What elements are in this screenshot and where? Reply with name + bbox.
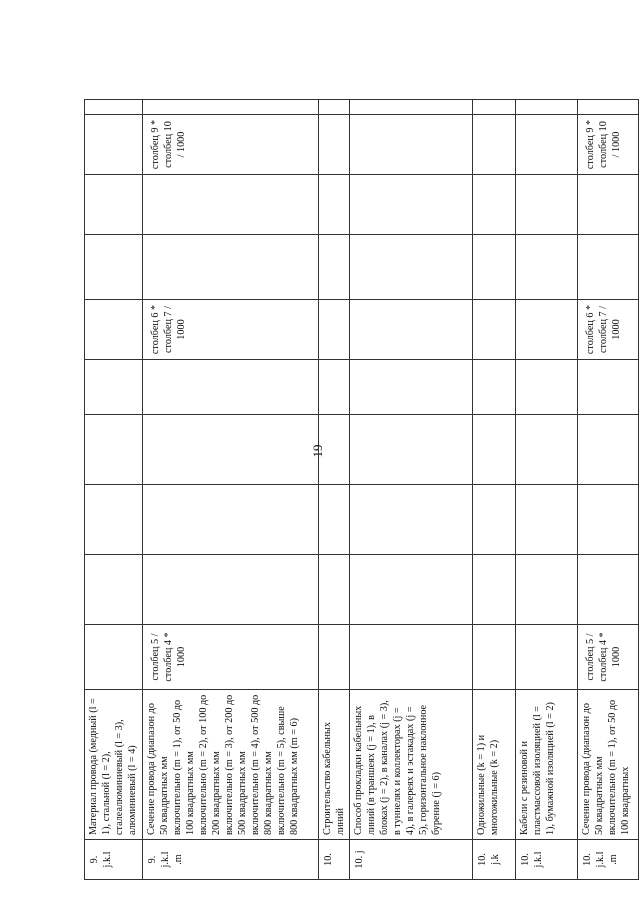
value-cell-col12: столбец 9 * столбец 10 / 1000 — [578, 115, 639, 175]
value-cell-col11 — [473, 175, 515, 235]
value-cell-col10 — [350, 235, 473, 300]
row-code-cell: 10. — [318, 840, 349, 880]
value-cell-col12 — [515, 115, 578, 175]
page-number: 19 — [310, 444, 325, 458]
value-cell-col5 — [85, 555, 143, 625]
table-row — [318, 100, 349, 880]
cost-table — [84, 99, 639, 880]
value-cell-col11 — [142, 175, 318, 235]
value-cell-col5 — [350, 555, 473, 625]
row-code-cell: 10. j.k.l — [515, 840, 578, 880]
value-cell-col8 — [578, 360, 639, 415]
row-description-cell: Материал провода (медный (l = 1), стальной (l = 2), сталеалюминиевый (l = 3), алюминиевый (l = 4) — [85, 690, 143, 840]
value-cell-col12 — [85, 115, 143, 175]
trailing-cell — [515, 100, 578, 115]
trailing-cell — [142, 100, 318, 115]
rotated-page — [84, 100, 639, 880]
value-cell-col5 — [578, 555, 639, 625]
value-cell-col11 — [515, 175, 578, 235]
row-code-cell: 10. j — [350, 840, 473, 880]
value-cell-col8 — [473, 360, 515, 415]
value-cell-col9 — [350, 300, 473, 360]
value-cell-col4: столбец 5 / столбец 4 * 1000 — [578, 625, 639, 690]
value-cell-col12 — [318, 115, 349, 175]
value-cell-col11 — [85, 175, 143, 235]
value-cell-col8 — [318, 360, 349, 415]
value-cell-col6 — [515, 485, 578, 555]
value-cell-col10 — [515, 235, 578, 300]
value-cell-col7 — [85, 415, 143, 485]
table-row — [85, 100, 143, 880]
trailing-cell — [318, 100, 349, 115]
value-cell-col8 — [85, 360, 143, 415]
value-cell-col6 — [473, 485, 515, 555]
value-cell-col5 — [142, 555, 318, 625]
row-description-cell: Одножильные (k = 1) и многожильные (k = 2) — [473, 690, 515, 840]
row-code-cell: 10. j.k — [473, 840, 515, 880]
value-cell-col5 — [515, 555, 578, 625]
value-cell-col9: столбец 6 * столбец 7 / 1000 — [142, 300, 318, 360]
table-row — [350, 100, 473, 880]
row-description-cell: Кабели с резиновой и пластмассовой изоляцией (l = 1), бумажной изоляцией (l = 2) — [515, 690, 578, 840]
row-description-cell: Способ прокладки кабельных линий (в траншеях (j = 1), в блоках (j = 2), в каналах (j = 3), в туннелях и коллекторах (j = 4), в галереях и эстакадах (j = 5), горизонтальное наклонное бурение (j = 6) — [350, 690, 473, 840]
value-cell-col11 — [578, 175, 639, 235]
value-cell-col10 — [142, 235, 318, 300]
value-cell-col4 — [515, 625, 578, 690]
value-cell-col7 — [318, 415, 349, 485]
value-cell-col10 — [318, 235, 349, 300]
value-cell-col10 — [85, 235, 143, 300]
value-cell-col7 — [515, 415, 578, 485]
value-cell-col11 — [318, 175, 349, 235]
row-description-cell: Сечение провода (диапазон до 50 квадратных мм включительно (m = 1), от 50 до 100 квадратных мм включительно (m = 2), от 100 до 200 квадратных мм включительно (m = 3), от 200 до 500 квадратных мм включительно (m = 4), от 500 до 800 квадратных мм включительно (m = 5), свыше 800 квадратных мм (m = 6) — [142, 690, 318, 840]
row-code-cell: 10. j.k.l .m — [578, 840, 639, 880]
value-cell-col7 — [142, 415, 318, 485]
table-row — [578, 100, 639, 880]
value-cell-col6 — [85, 485, 143, 555]
value-cell-col12 — [350, 115, 473, 175]
value-cell-col10 — [578, 235, 639, 300]
value-cell-col8 — [350, 360, 473, 415]
value-cell-col8 — [142, 360, 318, 415]
trailing-cell — [85, 100, 143, 115]
value-cell-col4 — [85, 625, 143, 690]
value-cell-col10 — [473, 235, 515, 300]
value-cell-col8 — [515, 360, 578, 415]
value-cell-col4 — [318, 625, 349, 690]
trailing-cell — [578, 100, 639, 115]
value-cell-col12: столбец 9 * столбец 10 / 1000 — [142, 115, 318, 175]
value-cell-col6 — [578, 485, 639, 555]
row-code-cell: 9. j.k.l .m — [142, 840, 318, 880]
table-row — [515, 100, 578, 880]
value-cell-col7 — [578, 415, 639, 485]
trailing-cell — [350, 100, 473, 115]
value-cell-col4: столбец 5 / столбец 4 * 1000 — [142, 625, 318, 690]
value-cell-col9 — [318, 300, 349, 360]
value-cell-col12 — [473, 115, 515, 175]
value-cell-col6 — [318, 485, 349, 555]
value-cell-col11 — [350, 175, 473, 235]
value-cell-col9: столбец 6 * столбец 7 / 1000 — [578, 300, 639, 360]
table-row — [142, 100, 318, 880]
trailing-cell — [473, 100, 515, 115]
value-cell-col6 — [350, 485, 473, 555]
value-cell-col6 — [142, 485, 318, 555]
row-code-cell: 9. j.k.l — [85, 840, 143, 880]
row-description-cell: Сечение провода (диапазон до 50 квадратных мм включительно (m = 1), от 50 до 100 квадратных — [578, 690, 639, 840]
row-description-cell: Строительство кабельных линий — [318, 690, 349, 840]
table-row — [473, 100, 515, 880]
value-cell-col9 — [515, 300, 578, 360]
value-cell-col5 — [318, 555, 349, 625]
value-cell-col9 — [473, 300, 515, 360]
value-cell-col7 — [473, 415, 515, 485]
value-cell-col9 — [85, 300, 143, 360]
value-cell-col7 — [350, 415, 473, 485]
value-cell-col5 — [473, 555, 515, 625]
value-cell-col4 — [473, 625, 515, 690]
value-cell-col4 — [350, 625, 473, 690]
